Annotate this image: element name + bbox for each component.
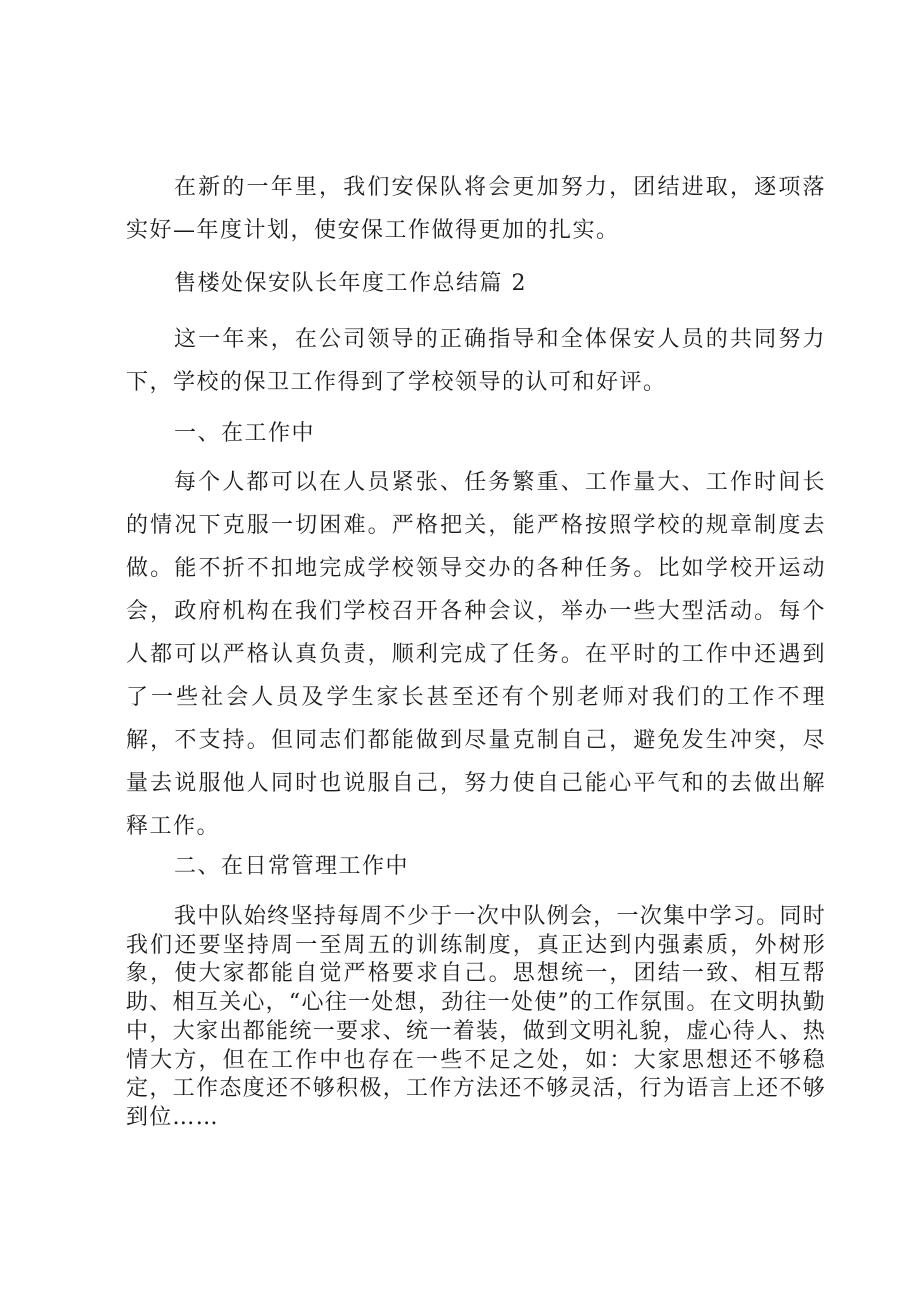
- section-heading-daily-management: 二、在日常管理工作中: [174, 854, 410, 879]
- section-heading-at-work: 一、在工作中: [174, 421, 316, 446]
- paragraph-year-review-intro: 这一年来，在公司领导的正确指导和全体保安人员的共同努力下，学校的保卫工作得到了学校领导的认可和好评。: [126, 327, 826, 395]
- paragraph-daily-management: 我中队始终坚持每周不少于一次中队例会，一次集中学习。同时我们还要坚持周一至周五的训练制度，真正达到内强素质，外树形象，使大家都能自觉严格要求自己。思想统一，团结一致、相互帮助、相互关心，“心往一处想，劲往一处使”的工作氛围。在文明执勤中，大家出都能统一要求、统一着装，做到文明礼貌，虚心待人、热情大方，但在工作中也存在一些不足之处，如：大家思想还不够稳定，工作态度还不够积极，工作方法还不够灵活，行为语言上还不够到位……: [126, 904, 826, 1130]
- article-title-part-2: 售楼处保安队长年度工作总结篇 2: [174, 271, 527, 296]
- paragraph-new-year-plan: 在新的一年里，我们安保队将会更加努力，团结进取，逐项落实好—年度计划，使安保工作做得更加的扎实。: [126, 175, 826, 243]
- paragraph-work-details: 每个人都可以在人员紧张、任务繁重、工作量大、工作时间长的情况下克服一切困难。严格把关，能严格按照学校的规章制度去做。能不折不扣地完成学校领导交办的各种任务。比如学校开运动会，政府机构在我们学校召开各种会议，举办一些大型活动。每个人都可以严格认真负责，顺利完成了任务。在平时的工作中还遇到了一些社会人员及学生家长甚至还有个别老师对我们的工作不理解，不支持。但同志们都能做到尽量克制自己，避免发生冲突，尽量去说服他人同时也说服自己，努力使自己能心平气和的去做出解释工作。: [126, 470, 826, 839]
